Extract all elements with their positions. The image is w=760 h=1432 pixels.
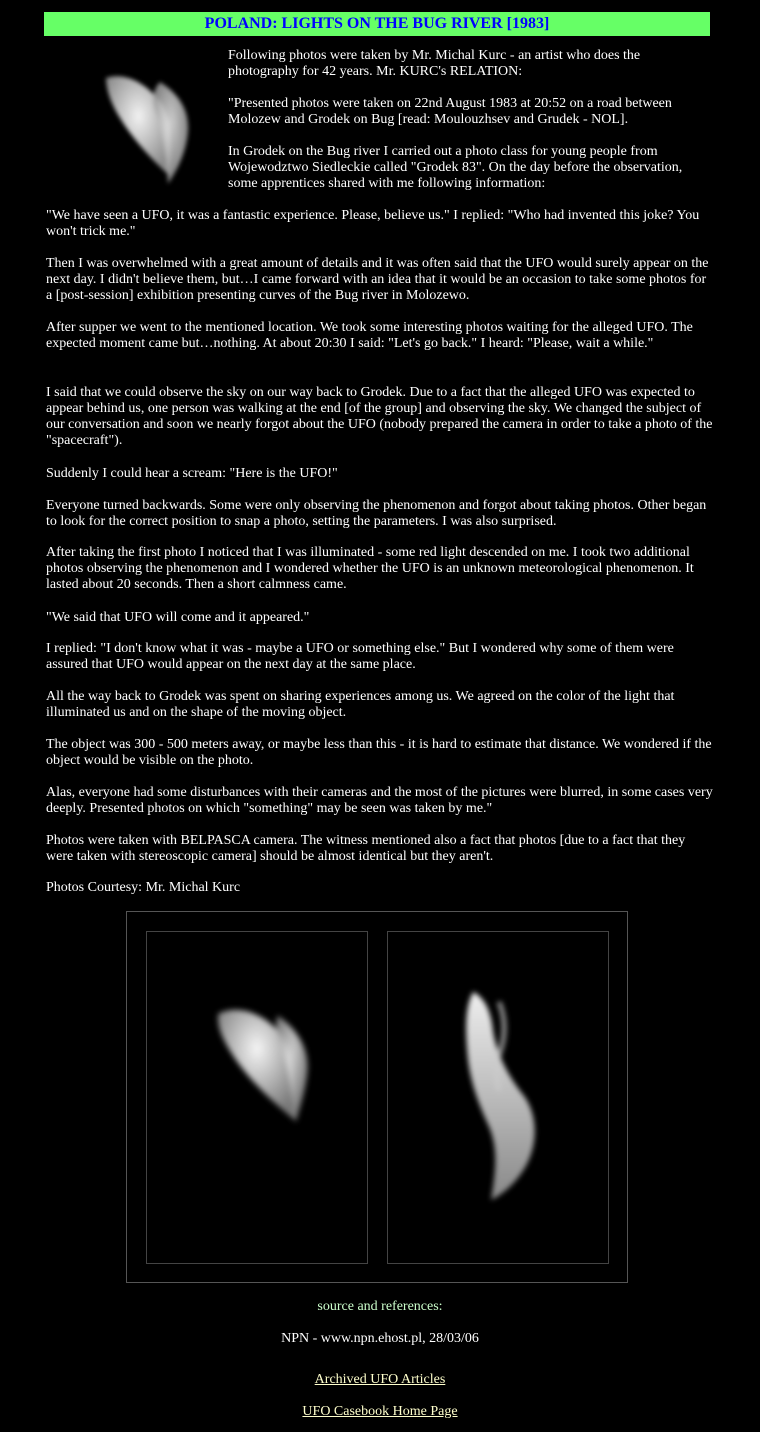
page-title: POLAND: LIGHTS ON THE BUG RIVER [1983] — [204, 15, 550, 32]
intro-paragraph-2: "Presented photos were taken on 22nd August 1983 at 20:52 on a road between Molozew and Grodek on Bug [read: Moulouzhsev and Grudek - NOL]. — [228, 96, 672, 127]
intro-paragraph-3: In Grodek on the Bug river I carried out a photo class for young people from Wojewodztwo Siedleckie called "Grodek 83". On the day before the observation, some apprentices shared with me following information: — [228, 144, 683, 191]
body-paragraph-10: All the way back to Grodek was spent on sharing experiences among us. We agreed on the color of the light that illuminated us and on the shape of the moving object. — [46, 689, 675, 720]
ufo-thumbnail-photo — [76, 48, 216, 196]
body-paragraph-4: I said that we could observe the sky on our way back to Grodek. Due to a fact that the alleged UFO was expected to appear behind us, one person was walking at the end [of the group] and observing the sky. We changed the subject of our conversation and soon we nearly forgot about the UFO (nobody prepared the camera in order to take a photo of the "spacecraft"). — [46, 385, 713, 448]
source-label: source and references: — [317, 1299, 443, 1314]
body-paragraph-6: Everyone turned backwards. Some were only observing the phenomenon and forgot about taking photos. Other began to look for the correct position to snap a photo, setting the parameters. I was also surprised. — [46, 498, 707, 529]
stereo-photo-frame — [126, 911, 628, 1283]
photo-courtesy: Photos Courtesy: Mr. Michal Kurc — [46, 880, 241, 895]
body-paragraph-13: Photos were taken with BELPASCA camera. The witness mentioned also a fact that photos [due to a fact that they were taken with stereoscopic camera] should be almost identical but they aren't. — [46, 833, 686, 864]
source-reference: NPN - www.npn.ehost.pl, 28/03/06 — [281, 1331, 479, 1346]
ufo-photo-right — [387, 931, 609, 1264]
ufo-photo-left — [146, 931, 368, 1264]
body-paragraph-12: Alas, everyone had some disturbances with their cameras and the most of the pictures were blurred, in some cases very deeply. Presented photos on which "something" may be seen was taken by me." — [46, 785, 713, 816]
body-paragraph-5: Suddenly I could hear a scream: "Here is the UFO!" — [46, 466, 338, 481]
intro-paragraph-1: Following photos were taken by Mr. Michal Kurc - an artist who does the photography for 42 years. Mr. KURC's RELATION: — [228, 48, 641, 79]
body-paragraph-8: "We said that UFO will come and it appeared." — [46, 610, 310, 625]
ufo-casebook-home-link[interactable]: UFO Casebook Home Page — [302, 1404, 458, 1419]
body-paragraph-1: "We have seen a UFO, it was a fantastic experience. Please, believe us." I replied: "Who had invented this joke? You won't trick me." — [46, 208, 700, 239]
archived-ufo-articles-link[interactable]: Archived UFO Articles — [314, 1372, 446, 1387]
body-paragraph-3: After supper we went to the mentioned location. We took some interesting photos waiting for the alleged UFO. The expected moment came but…nothing. At about 20:30 I said: "Let's go back." I heard: "Please, wait a while." — [46, 320, 693, 351]
body-paragraph-7: After taking the first photo I noticed that I was illuminated - some red light descended on me. I took two additional photos observing the phenomenon and I wondered whether the UFO is an unknown meteorological phenomenon. It lasted about 20 seconds. Then a short calmness came. — [46, 545, 694, 592]
page-title-bar — [44, 12, 710, 36]
body-paragraph-11: The object was 300 - 500 meters away, or maybe less than this - it is hard to estimate that distance. We wondered if the object would be visible on the photo. — [46, 737, 712, 768]
body-paragraph-9: I replied: "I don't know what it was - maybe a UFO or something else." But I wondered why some of them were assured that UFO would appear on the next day at the same place. — [46, 641, 674, 672]
body-paragraph-2: Then I was overwhelmed with a great amount of details and it was often said that the UFO would surely appear on the next day. I didn't believe them, but…I came forward with an idea that it would be an occasion to take some photos for a [post-session] exhibition presenting curves of the Bug river in Molozewo. — [46, 256, 709, 303]
